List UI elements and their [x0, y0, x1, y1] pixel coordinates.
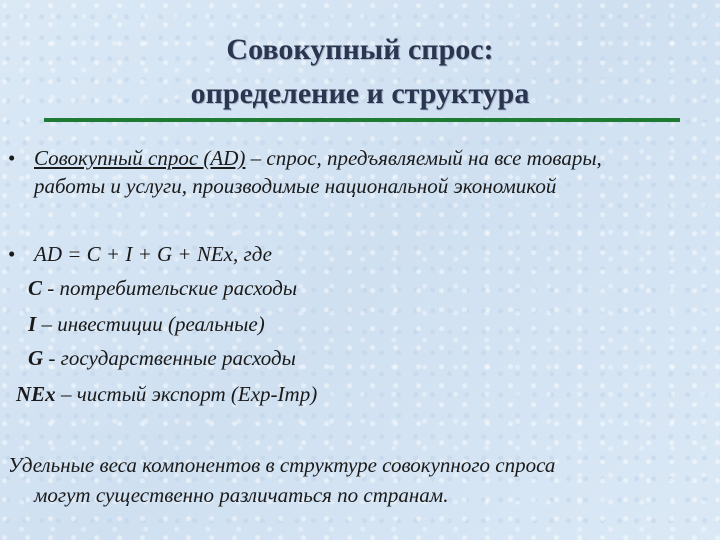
component-desc: – инвестиции (реальные) [36, 312, 265, 336]
title-divider [44, 118, 680, 122]
slide-title-line2: определение и структура [190, 77, 530, 110]
component-symbol: NEx [16, 382, 56, 406]
slide-title [0, 28, 720, 116]
note-line2: могут существенно различаться по странам. [34, 483, 449, 507]
definition-term: Совокупный спрос (AD) [34, 146, 246, 170]
component-symbol: G [28, 346, 44, 370]
bullet-icon: • [8, 242, 16, 266]
component-symbol: C [28, 276, 43, 300]
component-item [28, 310, 265, 338]
definition-bullet [8, 144, 708, 200]
component-item [28, 344, 296, 372]
definition-line2: работы и услуги, производимые национальной экономикой [34, 174, 557, 198]
component-item [16, 380, 317, 408]
component-item [28, 274, 297, 302]
component-symbol: I [28, 312, 37, 336]
component-desc: - потребительские расходы [42, 276, 298, 300]
definition-text [8, 144, 708, 200]
formula-text: AD = C + I + G + NEx, где [34, 242, 272, 266]
note-line1: Удельные веса компонентов в структуре совокупного спроса [8, 453, 556, 477]
definition-rest: – спрос, предъявляемый на все товары, [245, 146, 602, 170]
component-desc: – чистый экспорт (Exp-Imp) [55, 382, 318, 406]
formula-bullet [8, 240, 708, 268]
component-desc: - государственные расходы [43, 346, 296, 370]
bullet-icon: • [8, 146, 16, 170]
note-paragraph [8, 450, 708, 510]
slide-title-line1: Совокупный спрос: [226, 33, 494, 66]
